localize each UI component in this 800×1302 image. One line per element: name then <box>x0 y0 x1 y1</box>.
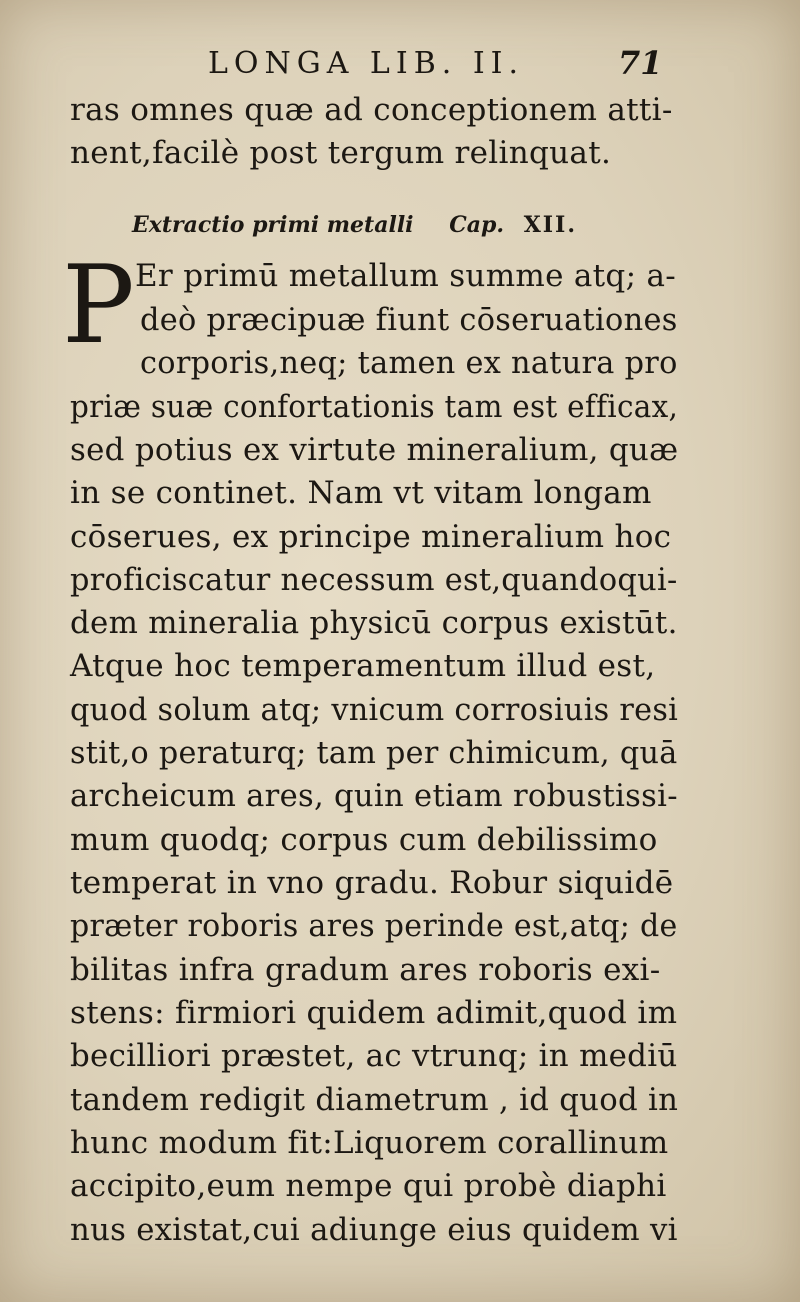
text-line: becilliori præstet, ac vtrunq; in mediū <box>70 1038 678 1074</box>
text-line: temperat in vno gradu. Robur siquidē <box>70 865 674 901</box>
chapter-title: Extractio primi metalli <box>132 212 414 238</box>
text-line: accipito,eum nempe qui probè diaphi <box>70 1168 667 1204</box>
text-line: priæ suæ confortationis tam est efficax, <box>70 389 679 425</box>
text-line: tandem redigit diametrum , id quod in <box>70 1082 679 1118</box>
text-line: stit,o peraturq; tam per chimicum, quā <box>70 735 678 771</box>
chapter-cap-label: Cap. <box>449 212 505 238</box>
text-line: bilitas infra gradum ares roboris exi- <box>70 952 661 988</box>
text-line: ras omnes quæ ad conceptionem atti- <box>70 92 673 128</box>
text-line: nent,facilè post tergum relinquat. <box>70 135 612 171</box>
chapter-number: XII. <box>523 212 577 238</box>
text-line: in se continet. Nam vt vitam longam <box>70 475 652 511</box>
text-line: deò præcipuæ fiunt cōseruationes <box>140 302 678 338</box>
text-line: hunc modum fit:Liquorem corallinum <box>70 1125 669 1161</box>
text-line: archeicum ares, quin etiam robustissi- <box>70 778 678 814</box>
running-title: LONGA LIB. II. <box>208 46 525 81</box>
text-line: Er primū metallum summe atq; a- <box>135 258 677 294</box>
page-number: 71 <box>618 44 663 82</box>
text-line: præter roboris ares perinde est,atq; de <box>70 908 678 944</box>
text-line: proficiscatur necessum est,quandoqui- <box>70 562 678 598</box>
chapter-heading <box>132 212 577 238</box>
text-line: corporis,neq; tamen ex natura pro <box>140 345 678 381</box>
text-line: mum quodq; corpus cum debilissimo <box>70 822 658 858</box>
drop-capital: P <box>62 243 135 368</box>
text-line: Atque hoc temperamentum illud est, <box>70 648 656 684</box>
text-line: stens: firmiori quidem adimit,quod im <box>70 995 678 1031</box>
text-line: sed potius ex virtute mineralium, quæ <box>70 432 679 468</box>
text-line: quod solum atq; vnicum corrosiuis resi <box>70 692 679 728</box>
text-line: cōserues, ex principe mineralium hoc <box>70 519 672 555</box>
text-line: nus existat,cui adiunge eius quidem vi <box>70 1212 678 1248</box>
text-line: dem mineralia physicū corpus existūt. <box>70 605 678 641</box>
